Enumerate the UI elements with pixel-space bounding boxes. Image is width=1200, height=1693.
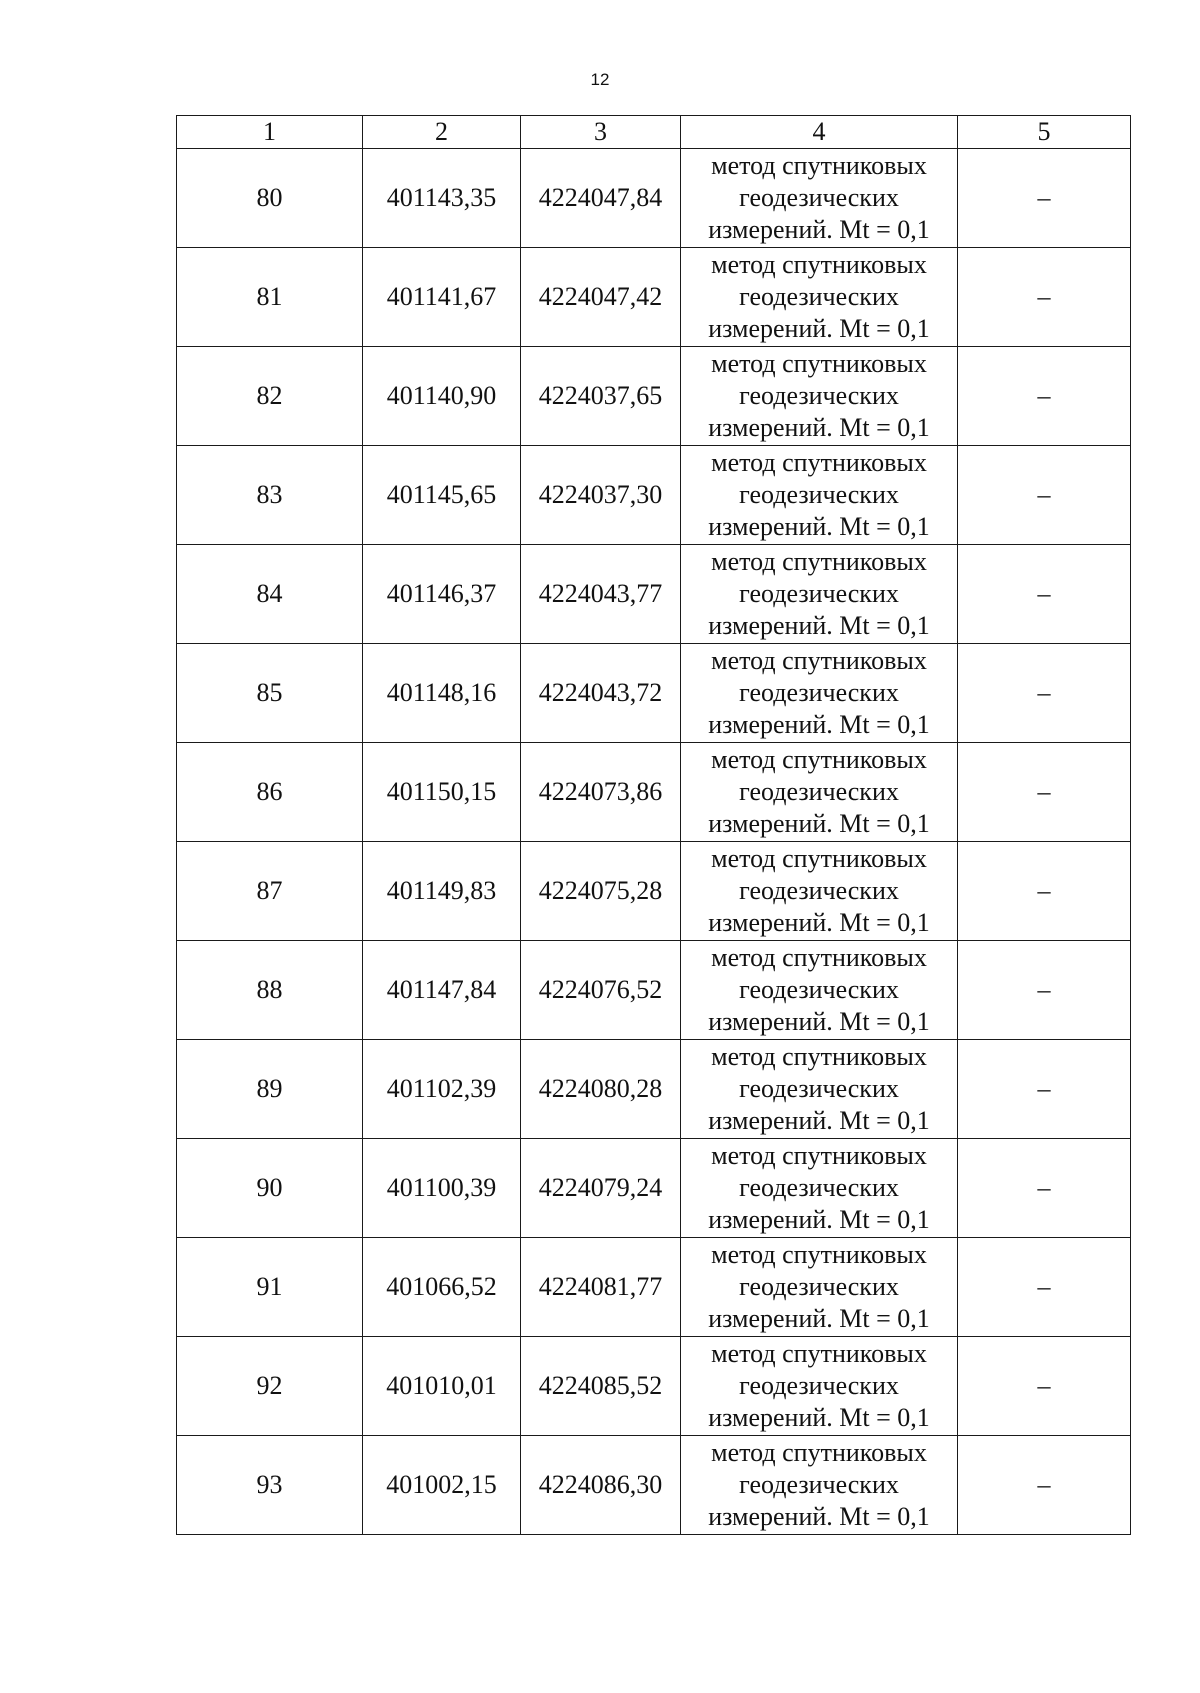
method-line: геодезических	[739, 282, 899, 311]
method-cell	[681, 347, 958, 446]
x-coordinate-cell: 401146,37	[363, 545, 521, 644]
y-coordinate-cell: 4224047,84	[521, 149, 681, 248]
header-cell-4: 4	[681, 116, 958, 149]
method-line: геодезических	[739, 1074, 899, 1103]
method-line: метод спутниковых	[711, 349, 927, 378]
method-line: измерений. Mt = 0,1	[708, 809, 930, 838]
y-coordinate-cell: 4224037,30	[521, 446, 681, 545]
method-line: измерений. Mt = 0,1	[708, 512, 930, 541]
method-line: метод спутниковых	[711, 1141, 927, 1170]
y-coordinate-cell: 4224076,52	[521, 941, 681, 1040]
header-cell-3: 3	[521, 116, 681, 149]
method-line: измерений. Mt = 0,1	[708, 215, 930, 244]
table-row	[177, 149, 1131, 248]
page-number: 12	[590, 70, 610, 89]
method-line: геодезических	[739, 1371, 899, 1400]
method-line: измерений. Mt = 0,1	[708, 1205, 930, 1234]
method-line: геодезических	[739, 777, 899, 806]
header-cell-1: 1	[177, 116, 363, 149]
table-body	[177, 149, 1131, 1535]
method-cell	[681, 1238, 958, 1337]
method-cell	[681, 1436, 958, 1535]
method-line: метод спутниковых	[711, 1240, 927, 1269]
note-cell: –	[958, 1040, 1131, 1139]
method-cell	[681, 1139, 958, 1238]
point-number-cell: 81	[177, 248, 363, 347]
note-cell: –	[958, 1238, 1131, 1337]
method-line: метод спутниковых	[711, 448, 927, 477]
method-line: метод спутниковых	[711, 745, 927, 774]
method-line: измерений. Mt = 0,1	[708, 908, 930, 937]
header-row	[177, 116, 1131, 149]
method-cell	[681, 446, 958, 545]
table-row	[177, 1139, 1131, 1238]
method-cell	[681, 644, 958, 743]
method-line: геодезических	[739, 579, 899, 608]
method-cell	[681, 248, 958, 347]
method-line: метод спутниковых	[711, 943, 927, 972]
x-coordinate-cell: 401141,67	[363, 248, 521, 347]
method-line: геодезических	[739, 1173, 899, 1202]
note-cell: –	[958, 545, 1131, 644]
table-row	[177, 545, 1131, 644]
x-coordinate-cell: 401147,84	[363, 941, 521, 1040]
y-coordinate-cell: 4224043,77	[521, 545, 681, 644]
x-coordinate-cell: 401140,90	[363, 347, 521, 446]
table-row	[177, 347, 1131, 446]
note-cell: –	[958, 1139, 1131, 1238]
point-number-cell: 87	[177, 842, 363, 941]
method-cell	[681, 941, 958, 1040]
table-row	[177, 1337, 1131, 1436]
y-coordinate-cell: 4224037,65	[521, 347, 681, 446]
method-line: геодезических	[739, 876, 899, 905]
x-coordinate-cell: 401148,16	[363, 644, 521, 743]
method-cell	[681, 842, 958, 941]
note-cell: –	[958, 644, 1131, 743]
method-line: метод спутниковых	[711, 1042, 927, 1071]
x-coordinate-cell: 401010,01	[363, 1337, 521, 1436]
point-number-cell: 84	[177, 545, 363, 644]
x-coordinate-cell: 401100,39	[363, 1139, 521, 1238]
table-row	[177, 248, 1131, 347]
method-line: геодезических	[739, 1272, 899, 1301]
method-line: измерений. Mt = 0,1	[708, 1304, 930, 1333]
method-line: геодезических	[739, 1470, 899, 1499]
method-line: метод спутниковых	[711, 1339, 927, 1368]
method-line: метод спутниковых	[711, 646, 927, 675]
note-cell: –	[958, 347, 1131, 446]
method-line: геодезических	[739, 183, 899, 212]
method-cell	[681, 545, 958, 644]
x-coordinate-cell: 401150,15	[363, 743, 521, 842]
y-coordinate-cell: 4224085,52	[521, 1337, 681, 1436]
table-header	[177, 116, 1131, 149]
note-cell: –	[958, 1436, 1131, 1535]
note-cell: –	[958, 743, 1131, 842]
method-line: измерений. Mt = 0,1	[708, 611, 930, 640]
note-cell: –	[958, 941, 1131, 1040]
y-coordinate-cell: 4224081,77	[521, 1238, 681, 1337]
point-number-cell: 93	[177, 1436, 363, 1535]
x-coordinate-cell: 401002,15	[363, 1436, 521, 1535]
method-line: измерений. Mt = 0,1	[708, 710, 930, 739]
point-number-cell: 92	[177, 1337, 363, 1436]
method-cell	[681, 1040, 958, 1139]
note-cell: –	[958, 149, 1131, 248]
method-line: геодезических	[739, 975, 899, 1004]
table-row	[177, 743, 1131, 842]
method-line: метод спутниковых	[711, 547, 927, 576]
point-number-cell: 85	[177, 644, 363, 743]
y-coordinate-cell: 4224079,24	[521, 1139, 681, 1238]
y-coordinate-cell: 4224080,28	[521, 1040, 681, 1139]
point-number-cell: 88	[177, 941, 363, 1040]
method-line: геодезических	[739, 480, 899, 509]
method-cell	[681, 743, 958, 842]
method-line: измерений. Mt = 0,1	[708, 1502, 930, 1531]
method-line: измерений. Mt = 0,1	[708, 1106, 930, 1135]
point-number-cell: 86	[177, 743, 363, 842]
x-coordinate-cell: 401102,39	[363, 1040, 521, 1139]
method-line: метод спутниковых	[711, 844, 927, 873]
x-coordinate-cell: 401066,52	[363, 1238, 521, 1337]
table-row	[177, 1436, 1131, 1535]
y-coordinate-cell: 4224075,28	[521, 842, 681, 941]
method-line: измерений. Mt = 0,1	[708, 1403, 930, 1432]
method-line: измерений. Mt = 0,1	[708, 1007, 930, 1036]
point-number-cell: 82	[177, 347, 363, 446]
point-number-cell: 89	[177, 1040, 363, 1139]
point-number-cell: 80	[177, 149, 363, 248]
table-row	[177, 941, 1131, 1040]
x-coordinate-cell: 401145,65	[363, 446, 521, 545]
table-row	[177, 842, 1131, 941]
method-line: метод спутниковых	[711, 151, 927, 180]
method-line: геодезических	[739, 678, 899, 707]
method-line: метод спутниковых	[711, 1438, 927, 1467]
y-coordinate-cell: 4224086,30	[521, 1436, 681, 1535]
x-coordinate-cell: 401143,35	[363, 149, 521, 248]
note-cell: –	[958, 1337, 1131, 1436]
note-cell: –	[958, 248, 1131, 347]
coordinates-table	[176, 115, 1131, 1535]
note-cell: –	[958, 842, 1131, 941]
method-line: измерений. Mt = 0,1	[708, 314, 930, 343]
point-number-cell: 91	[177, 1238, 363, 1337]
method-line: измерений. Mt = 0,1	[708, 413, 930, 442]
header-cell-5: 5	[958, 116, 1131, 149]
method-line: метод спутниковых	[711, 250, 927, 279]
method-cell	[681, 1337, 958, 1436]
method-line: геодезических	[739, 381, 899, 410]
y-coordinate-cell: 4224047,42	[521, 248, 681, 347]
method-cell	[681, 149, 958, 248]
y-coordinate-cell: 4224043,72	[521, 644, 681, 743]
table-row	[177, 644, 1131, 743]
table-row	[177, 446, 1131, 545]
x-coordinate-cell: 401149,83	[363, 842, 521, 941]
header-cell-2: 2	[363, 116, 521, 149]
table-row	[177, 1040, 1131, 1139]
point-number-cell: 83	[177, 446, 363, 545]
point-number-cell: 90	[177, 1139, 363, 1238]
note-cell: –	[958, 446, 1131, 545]
y-coordinate-cell: 4224073,86	[521, 743, 681, 842]
table-row	[177, 1238, 1131, 1337]
